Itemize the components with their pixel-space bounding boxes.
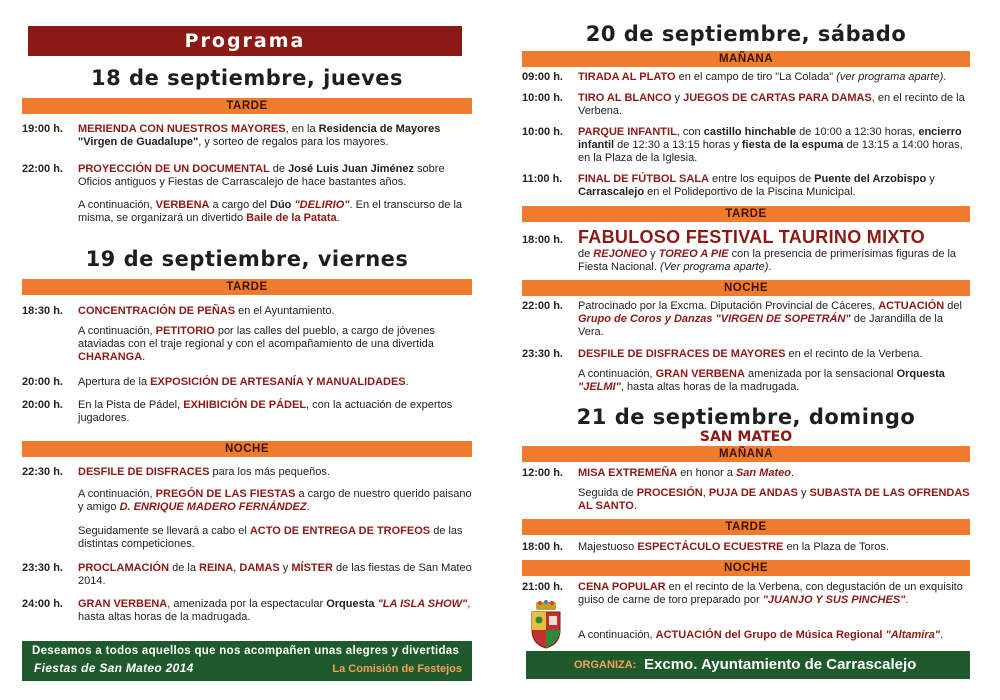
day-heading-18: 18 de septiembre, jueves (91, 66, 403, 90)
event-item (22, 488, 472, 514)
event-time: 20:00 h. (22, 376, 63, 388)
event-item (522, 581, 970, 607)
event-item (522, 300, 970, 338)
event-item (522, 173, 970, 199)
event-time: 11:00 h. (522, 173, 563, 185)
festival-name: Fiestas de San Mateo 2014 (34, 661, 194, 675)
event-description: TIRADA AL PLATO en el campo de tiro "La Colada" (ver programa aparte). (578, 71, 947, 83)
festival-headline: FABULOSO FESTIVAL TAURINO MIXTO (578, 227, 925, 247)
event-description: A continuación, PREGÓN DE LAS FIESTAS a cargo de nuestro querido paisano y amigo D. ENRIQUE MADERO FERNÁNDEZ. (78, 488, 472, 513)
greeting-footer (22, 641, 472, 681)
event-item (522, 368, 970, 394)
event-time: 18:00 h. (522, 541, 563, 553)
event-item (22, 305, 472, 318)
day-heading-20: 20 de septiembre, sábado (585, 22, 907, 46)
saint-subtitle: SAN MATEO (699, 429, 793, 445)
event-item (22, 466, 472, 479)
event-description: CENA POPULAR en el recinto de la Verbena, con degustación de un exquisito guiso de carne de toro preparado por "JUANJO Y SUS PINCHES". (578, 581, 963, 606)
event-description: Majestuoso ESPECTÁCULO ECUESTRE en la Plaza de Toros. (578, 541, 889, 553)
section-band-manana: MAÑANA (522, 51, 970, 67)
event-item (22, 376, 472, 389)
event-item (522, 71, 970, 84)
event-item (22, 163, 472, 189)
day-heading-19: 19 de septiembre, viernes (85, 247, 409, 271)
event-item (22, 562, 472, 588)
section-band-manana: MAÑANA (522, 446, 970, 462)
event-time: 10:00 h. (522, 92, 563, 104)
program-title: Programa (184, 30, 306, 52)
event-description: FINAL DE FÚTBOL SALA entre los equipos de Puente del Arzobispo y Carrascalejo en el Polideportivo de la Piscina Municipal. (578, 173, 935, 198)
event-item (522, 487, 970, 513)
event-item (22, 598, 472, 624)
event-description: En la Pista de Pádel, EXHIBICIÓN DE PÁDEL, con la actuación de expertos jugadores. (78, 399, 453, 424)
event-description: FABULOSO FESTIVAL TAURINO MIXTO de REJONEO y TOREO A PIE con la presencia de primerísimas figuras de la Fiesta Nacional. (Ver programa aparte). (578, 227, 970, 273)
organizer-label: ORGANIZA: (574, 659, 637, 671)
event-time: 22:30 h. (22, 466, 63, 478)
event-item (22, 123, 472, 149)
event-description: A continuación, ACTUACIÓN del Grupo de Música Regional "Altamira". (578, 629, 943, 641)
event-item (522, 348, 970, 361)
event-time: 12:00 h. (522, 467, 563, 479)
event-time: 10:00 h. (522, 126, 563, 138)
event-time: 18:30 h. (22, 305, 63, 317)
event-time: 21:00 h. (522, 581, 563, 593)
event-time: 20:00 h. (22, 399, 63, 411)
section-band-noche: NOCHE (22, 441, 472, 457)
program-title-bar (28, 26, 462, 56)
event-item (522, 126, 970, 164)
event-item (522, 467, 970, 480)
event-time: 22:00 h. (22, 163, 63, 175)
event-item (522, 227, 970, 273)
event-description: Seguida de PROCESIÓN, PUJA DE ANDAS y SUBASTA DE LAS OFRENDAS AL SANTO. (578, 487, 970, 512)
section-band-tarde: TARDE (522, 519, 970, 535)
event-time: 23:30 h. (522, 348, 563, 360)
event-description: MISA EXTREMEÑA en honor a San Mateo. (578, 467, 795, 479)
event-time: 19:00 h. (22, 123, 63, 135)
event-description: PARQUE INFANTIL, con castillo hinchable de 10:00 a 12:30 horas, encierro infantil de 12:30 a 13:15 horas y fiesta de la espuma de 13:15 a 14:00 horas, en la Plaza de la Iglesia. (578, 126, 963, 164)
event-description: DESFILE DE DISFRACES DE MAYORES en el recinto de la Verbena. (578, 348, 923, 360)
event-item (522, 92, 970, 118)
section-band-tarde: TARDE (22, 279, 472, 295)
event-description: A continuación, PETITORIO por las calles del pueblo, a cargo de jóvenes ataviadas con el traje regional y con el acompañamiento de una divertida CHARANGA. (78, 325, 435, 363)
event-description: MERIENDA CON NUESTROS MAYORES, en la Residencia de Mayores "Virgen de Guadalupe", y sorteo de regalos para los mayores. (78, 123, 441, 148)
event-item (522, 629, 970, 642)
event-description: PROYECCIÓN DE UN DOCUMENTAL de José Luis Juan Jiménez sobre Oficios antiguos y Fiestas de Carrascalejo de hace bastantes años. (78, 163, 445, 188)
committee-signature: La Comisión de Festejos (332, 663, 462, 675)
event-description: PROCLAMACIÓN de la REINA, DAMAS y MÍSTER de las fiestas de San Mateo 2014. (78, 562, 472, 587)
event-item (22, 325, 472, 363)
section-band-tarde: TARDE (522, 206, 970, 222)
event-description: Apertura de la EXPOSICIÓN DE ARTESANÍA Y MANUALIDADES. (78, 376, 409, 388)
coat-of-arms-icon (528, 600, 564, 650)
event-time: 22:00 h. (522, 300, 563, 312)
event-description: TIRO AL BLANCO y JUEGOS DE CARTAS PARA DAMAS, en el recinto de la Verbena. (578, 92, 965, 117)
event-description: Patrocinado por la Excma. Diputación Provincial de Cáceres, ACTUACIÓN del Grupo de Coros y Danzas "VIRGEN DE SOPETRÁN" de Jarandilla de la Vera. (578, 300, 962, 338)
event-item (522, 541, 970, 554)
event-item (22, 199, 472, 225)
event-description: Seguidamente se llevará a cabo el ACTO DE ENTREGA DE TROFEOS de las distintas competiciones. (78, 525, 463, 550)
section-band-noche: NOCHE (522, 560, 970, 576)
event-time: 24:00 h. (22, 598, 63, 610)
event-description: DESFILE DE DISFRACES para los más pequeños. (78, 466, 330, 478)
event-time: 23:30 h. (22, 562, 63, 574)
event-item (22, 399, 472, 425)
day-heading-21: 21 de septiembre, domingo (576, 405, 916, 429)
section-band-noche: NOCHE (522, 280, 970, 296)
event-description: A continuación, GRAN VERBENA amenizada por la sensacional Orquesta "JELMI", hasta altas horas de la madrugada. (578, 368, 945, 393)
event-time: 18:00 h. (522, 234, 563, 246)
section-band-tarde: TARDE (22, 98, 472, 114)
event-description: CONCENTRACIÓN DE PEÑAS en el Ayuntamiento. (78, 305, 335, 317)
organizer-name: Excmo. Ayuntamiento de Carrascalejo (644, 656, 917, 673)
greeting-line: Deseamos a todos aquellos que nos acompañen unas alegres y divertidas (32, 645, 460, 657)
event-description: GRAN VERBENA, amenizada por la espectacular Orquesta "LA ISLA SHOW", hasta altas horas de la madrugada. (78, 598, 471, 623)
event-time: 09:00 h. (522, 71, 563, 83)
event-description: A continuación, VERBENA a cargo del Dúo "DELIRIO". En el transcurso de la misma, se organizará un divertido Baile de la Patata. (78, 199, 463, 224)
event-item (22, 525, 472, 551)
organizer-footer (526, 651, 970, 679)
